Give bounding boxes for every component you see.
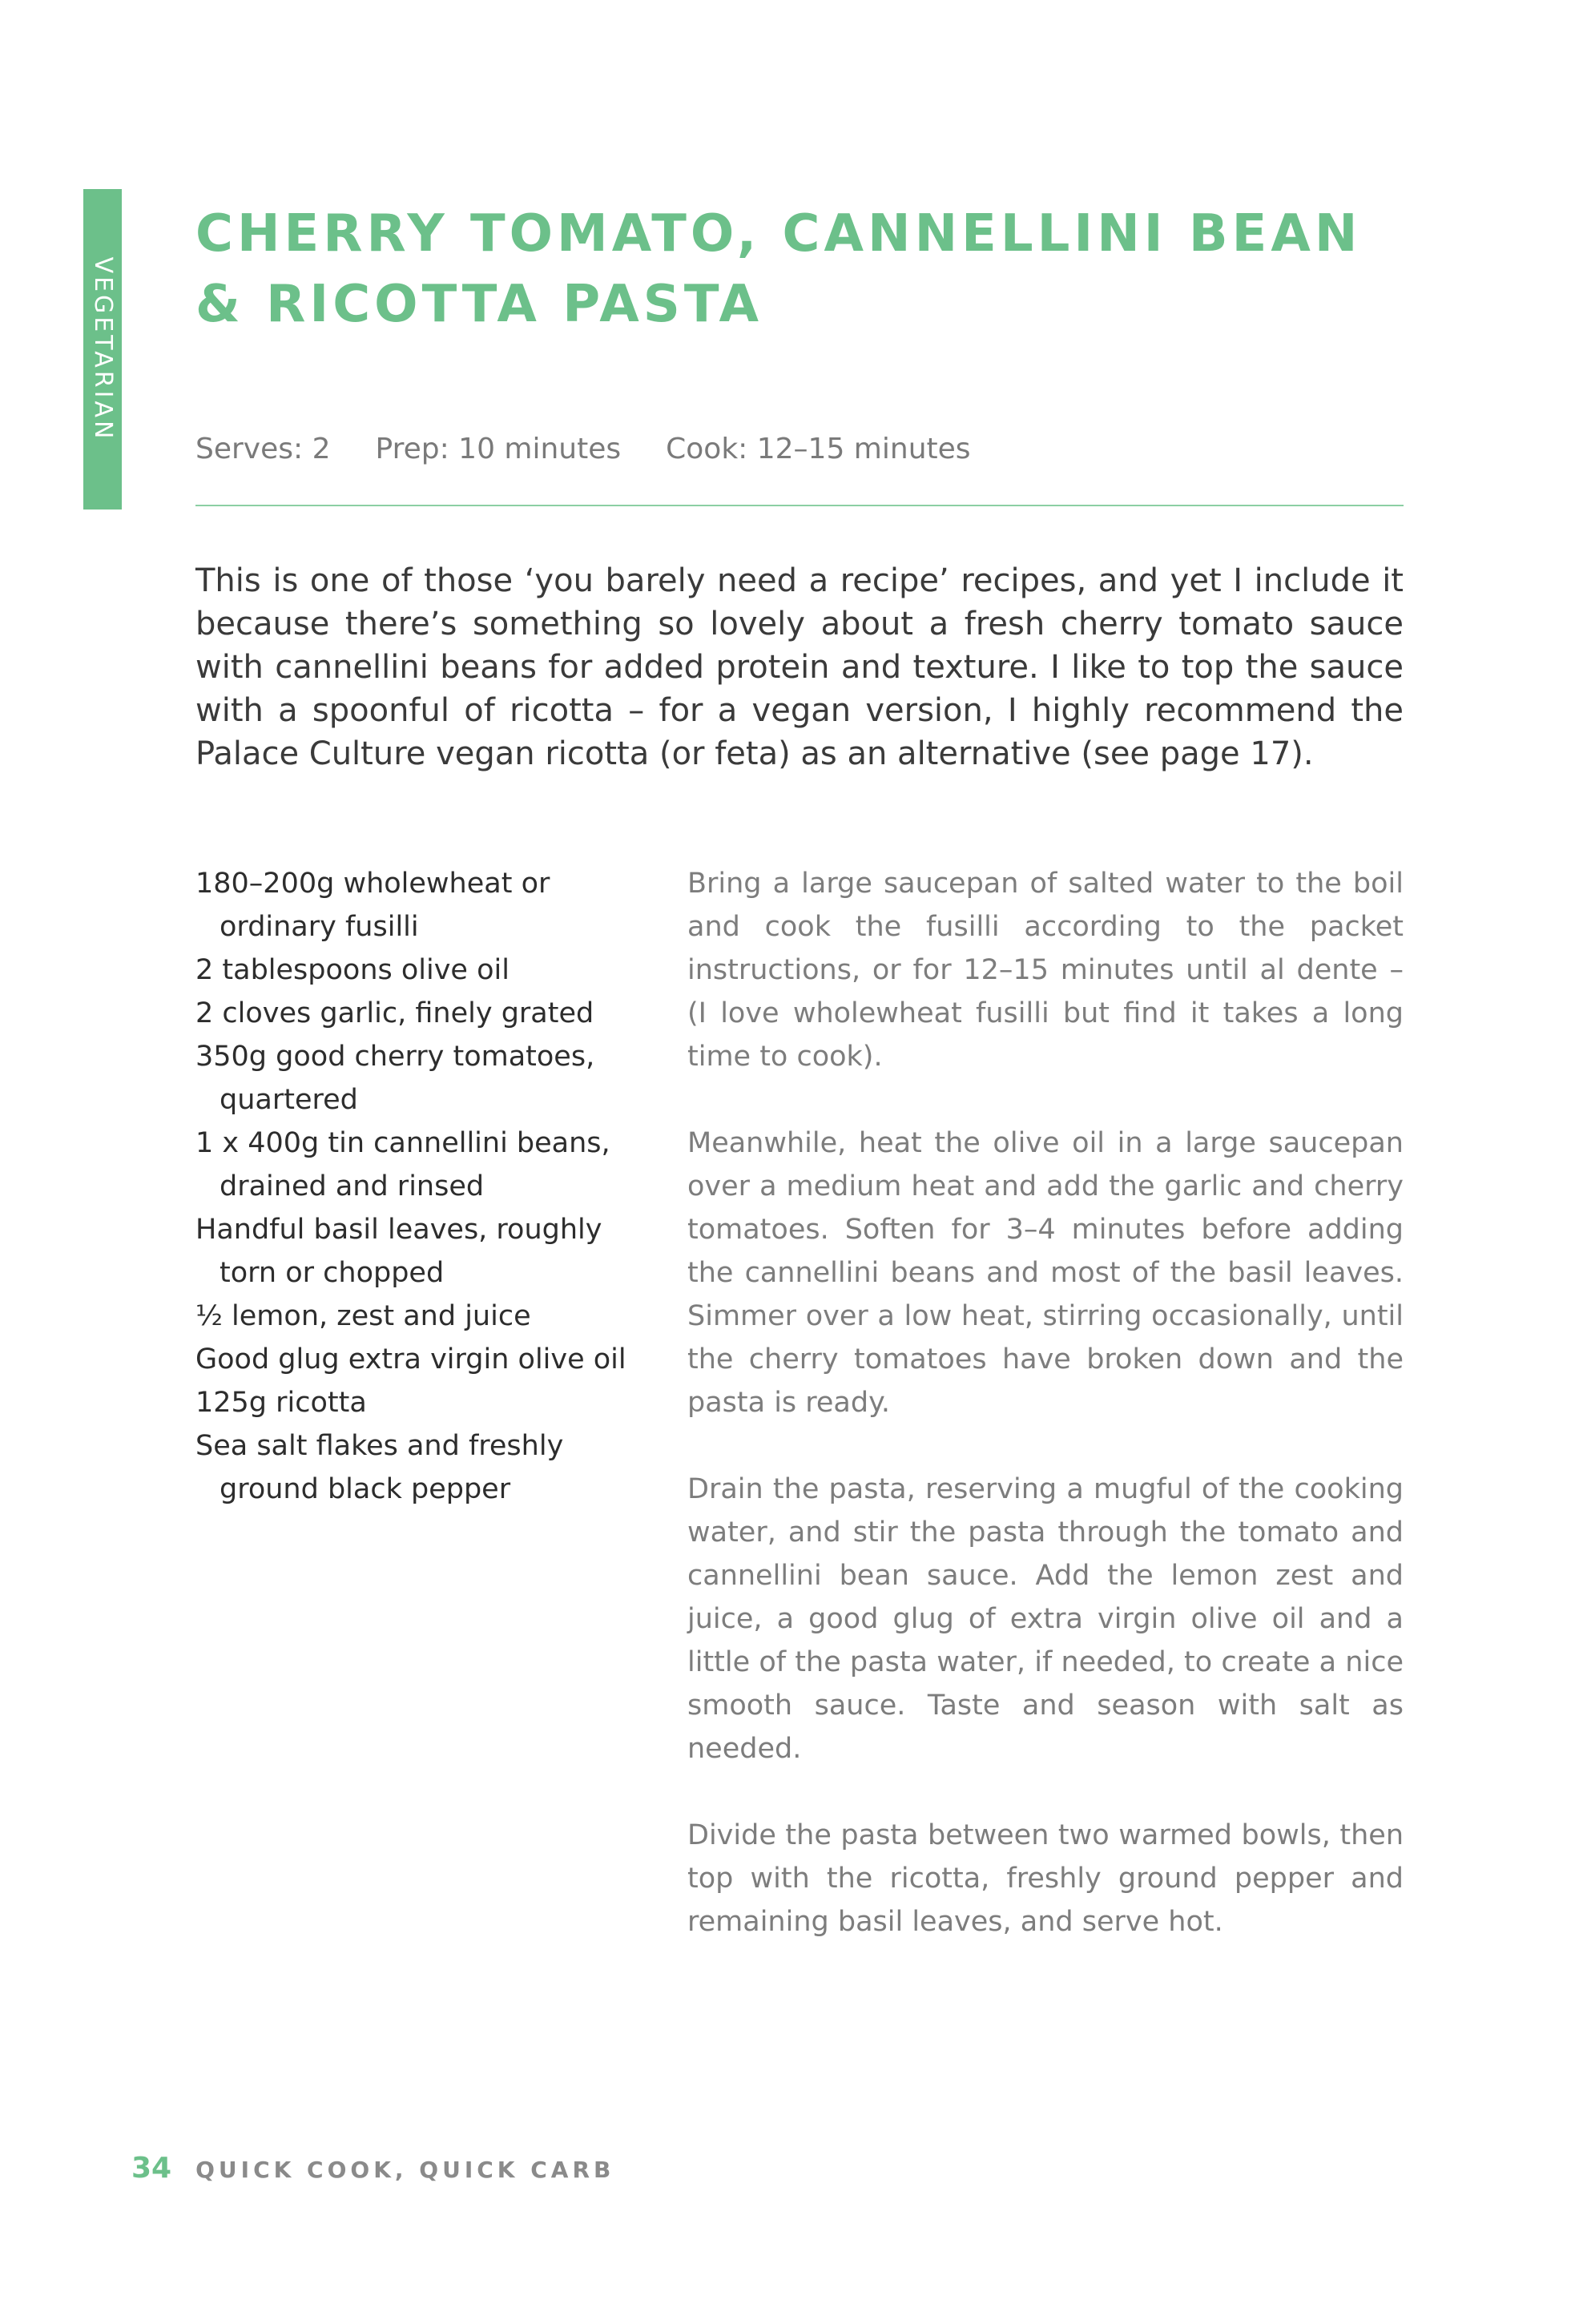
section-tab-label: VEGETARIAN (89, 256, 117, 442)
ingredient-item: 2 cloves garlic, finely grated (195, 997, 594, 1029)
section-tab (83, 189, 122, 510)
recipe-title: CHERRY TOMATO, CANNELLINI BEAN & RICOTTA PASTA (195, 204, 1362, 334)
ingredient-item: 180–200g wholewheat or ordinary fusilli (195, 868, 550, 943)
ingredient-item: 1 x 400g tin cannellini beans, drained and rinsed (195, 1127, 610, 1202)
ingredients-list (195, 862, 644, 1511)
ingredient-item: 2 tablespoons olive oil (195, 954, 510, 986)
ingredient-item: ½ lemon, zest and juice (195, 1300, 531, 1332)
ingredient-item: Good glug extra virgin olive oil (195, 1343, 626, 1375)
recipe-intro: This is one of those ‘you barely need a recipe’ recipes, and yet I include it because there’s something so lovely about a fresh cherry tomato sauce with cannellini beans for added protein and texture. I like to top the sauce with a spoonful of ricotta – for a vegan version, I highly recommend the Palace Culture vegan ricotta (or feta) as an alternative (see page 17). (195, 562, 1404, 772)
method-step: Bring a large saucepan of salted water to the boil and cook the fusilli according to the packet instructions, or for 12–15 minutes until al dente – (I love wholewheat fusilli but find it takes a long time to cook). (687, 868, 1404, 1073)
page-number: 34 (131, 2152, 172, 2185)
cook-time: Cook: 12–15 minutes (666, 433, 971, 465)
method-step: Meanwhile, heat the olive oil in a large saucepan over a medium heat and add the garlic and cherry tomatoes. Soften for 3–4 minutes before adding the cannellini beans and most of the basil leaves. Simmer over a low heat, stirring occasionally, until the cherry tomatoes have broken down and the pasta is ready. (687, 1127, 1404, 1419)
header-divider (195, 505, 1404, 506)
method-step: Divide the pasta between two warmed bowls, then top with the ricotta, freshly ground pepper and remaining basil leaves, and serve hot. (687, 1819, 1404, 1938)
serves-info: Serves: 2 (195, 433, 331, 465)
recipe-meta (195, 433, 971, 477)
method-section (687, 862, 1404, 1987)
method-step: Drain the pasta, reserving a mugful of the cooking water, and stir the pasta through the tomato and cannellini bean sauce. Add the lemon zest and juice, a good glug of extra virgin olive oil and a little of the pasta water, if needed, to create a nice smooth sauce. Taste and season with salt as needed. (687, 1473, 1404, 1765)
prep-time: Prep: 10 minutes (375, 433, 622, 465)
page-footer (131, 2152, 614, 2192)
ingredient-item: Sea salt flakes and freshly ground black pepper (195, 1430, 564, 1505)
ingredient-item: Handful basil leaves, roughly torn or chopped (195, 1214, 602, 1289)
ingredient-item: 125g ricotta (195, 1387, 367, 1419)
book-title: QUICK COOK, QUICK CARB (195, 2157, 615, 2183)
ingredient-item: 350g good cherry tomatoes, quartered (195, 1041, 595, 1116)
